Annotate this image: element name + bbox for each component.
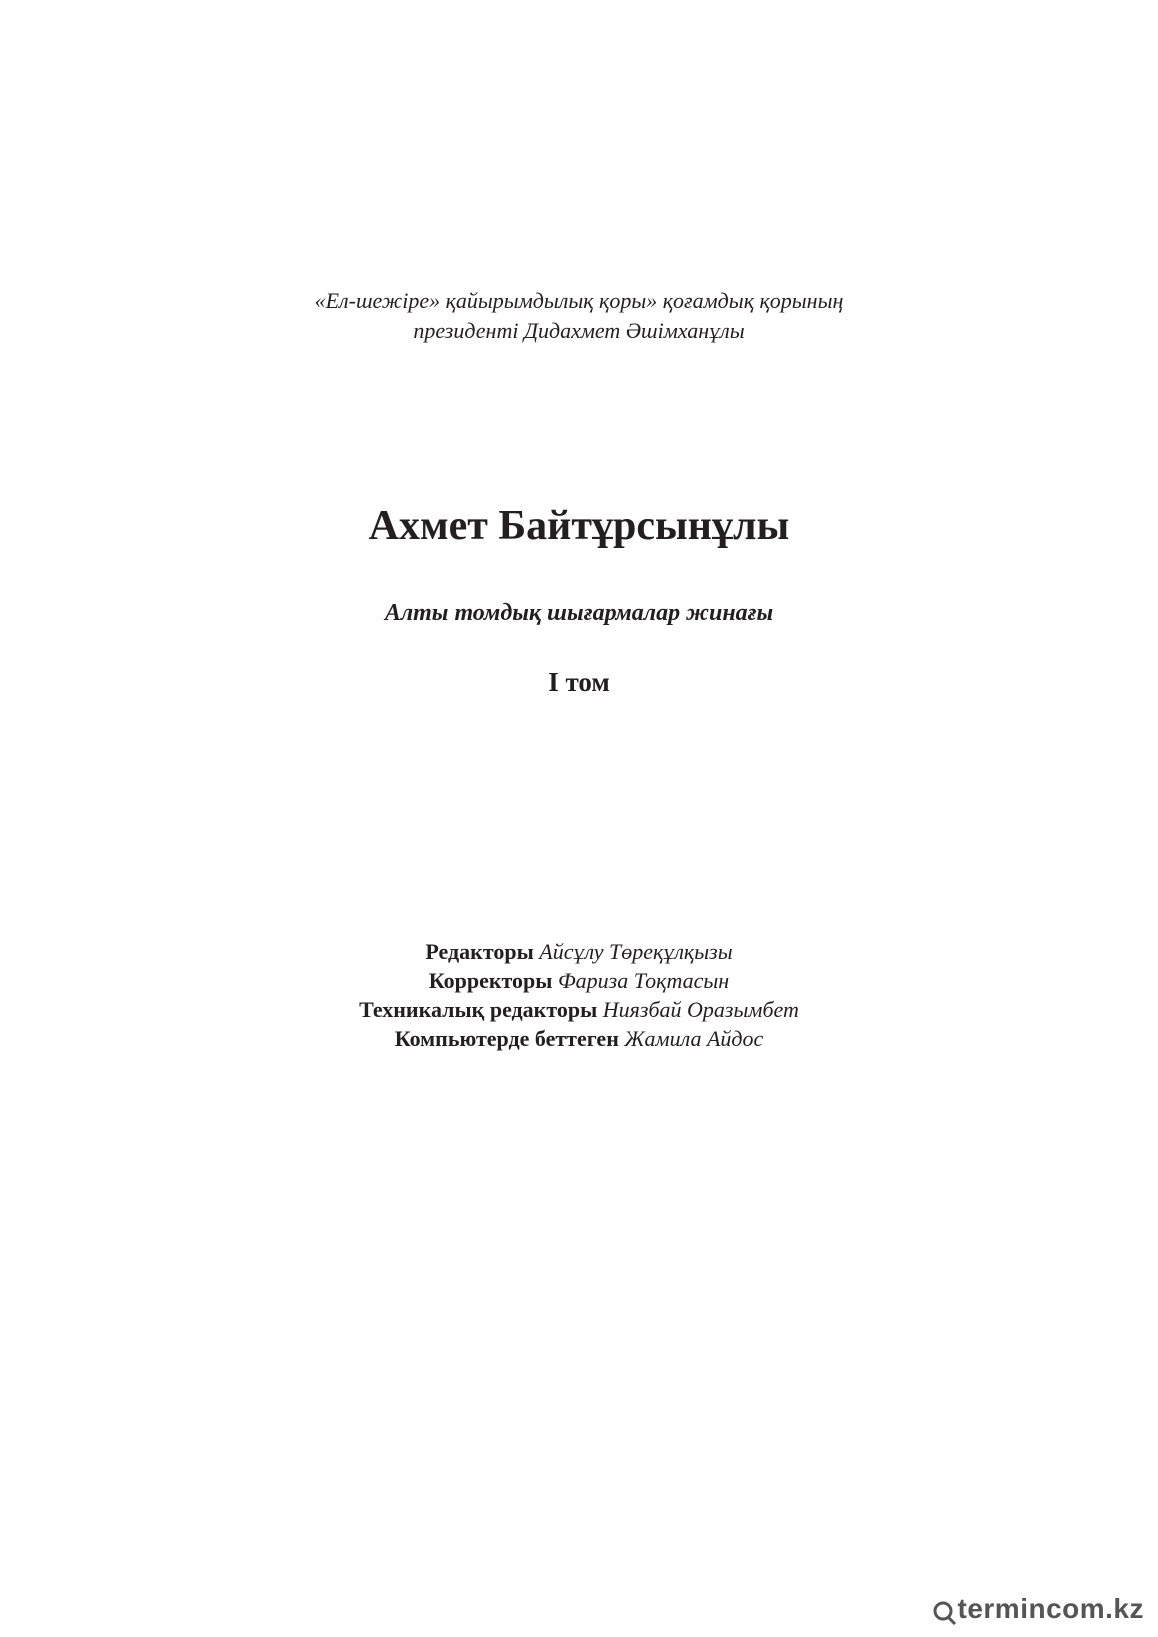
author-name: Ахмет Байтұрсынұлы (368, 503, 790, 549)
credit-person: Айсұлу Төреқұлқызы (539, 939, 733, 964)
credit-editor (0, 937, 1158, 966)
sponsor-line-2: президенті Дидахмет Әшімханұлы (413, 318, 745, 343)
credit-role: Компьютерде беттеген (394, 1026, 619, 1051)
watermark-text: termincom.kz (957, 1593, 1144, 1624)
volume-number: I том (548, 667, 610, 697)
credit-role: Техникалық редакторы (359, 997, 598, 1022)
credit-role: Редакторы (425, 939, 534, 964)
book-subtitle: Алты томдық шығармалар жинағы (384, 600, 774, 626)
credit-person: Фариза Тоқтасын (557, 968, 730, 993)
credit-person: Ниязбай Оразымбет (602, 997, 799, 1022)
credit-proofreader (0, 966, 1158, 995)
sponsor-dedication (0, 286, 1158, 346)
credits-block (0, 937, 1158, 1053)
credit-technical-editor (0, 995, 1158, 1024)
credit-person: Жамила Айдос (624, 1026, 764, 1051)
sponsor-line-1: «Ел-шежіре» қайырымдылық қоры» қоғамдық қорының (314, 288, 844, 313)
site-watermark (932, 1585, 1145, 1625)
credit-role: Корректоры (428, 968, 553, 993)
credit-layout (0, 1024, 1158, 1053)
magnifier-icon (932, 1595, 958, 1625)
